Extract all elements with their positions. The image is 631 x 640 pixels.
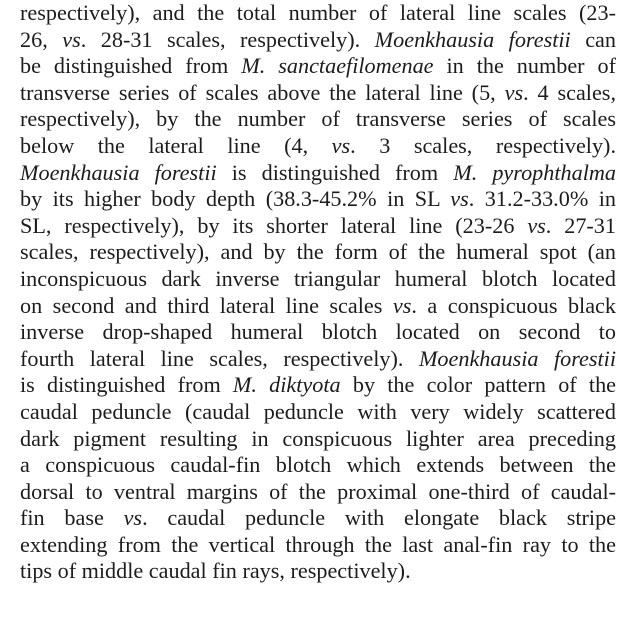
text-span: is distinguished from [20, 372, 233, 398]
italic-term: Moenkhausia forestii [20, 159, 217, 185]
italic-term: vs [62, 26, 81, 52]
text-span: extending from the vertical through the last anal-fin ray to the [20, 531, 616, 557]
text-line [20, 452, 616, 479]
text-line [20, 239, 616, 266]
text-line [20, 399, 616, 426]
text-span: . 3 scales, respectively). [350, 132, 616, 158]
italic-term: M. diktyota [232, 372, 341, 398]
text-span: . 31.2-33.0% in [468, 186, 616, 212]
italic-term: vs [123, 505, 143, 531]
text-line [20, 319, 616, 346]
text-line [20, 27, 616, 54]
text-span: by its higher body depth (38.3-45.2% in SL [20, 186, 451, 212]
text-span: is distinguished from [216, 159, 454, 185]
italic-term: M. pyrophthalma [453, 159, 617, 185]
text-line [20, 213, 616, 240]
text-span: respectively), by the number of transverse series of scales [20, 106, 616, 132]
text-span: dorsal to ventral margins of the proximal one-third of caudal- [20, 478, 616, 504]
text-line [20, 266, 616, 293]
text-span: . 4 scales, [523, 79, 616, 105]
text-span: 26, [20, 26, 63, 52]
text-span: tips of middle caudal fin rays, respectively). [20, 558, 411, 584]
text-line [20, 532, 616, 559]
document-page [20, 0, 616, 585]
text-span: transverse series of scales above the lateral line (5, [20, 79, 505, 105]
text-span: on second and third lateral line scales [20, 292, 393, 318]
italic-term: vs [392, 292, 412, 318]
text-line [20, 133, 616, 160]
text-span: in the number of [433, 53, 616, 79]
text-line [20, 186, 616, 213]
text-span: fourth lateral line scales, respectively). [20, 345, 419, 371]
text-span: fin base [20, 505, 124, 531]
text-line [20, 0, 616, 27]
text-line [20, 293, 616, 320]
text-span: SL, respectively), by its shorter lateral line (23-26 [20, 212, 528, 238]
text-span: caudal peduncle (caudal peduncle with very widely scattered [20, 398, 616, 424]
text-span: inconspicuous dark inverse triangular humeral blotch located [20, 265, 616, 291]
text-line [20, 558, 616, 585]
text-span: by the color pattern of the [340, 372, 617, 398]
text-line [20, 505, 616, 532]
italic-term: vs [504, 79, 524, 105]
text-span: be distinguished from [20, 53, 242, 79]
text-span: . 27-31 [545, 212, 616, 238]
italic-term: Moenkhausia forestii [418, 345, 616, 371]
text-span: . a conspicuous black [411, 292, 616, 318]
text-line [20, 53, 616, 80]
italic-term: vs [450, 186, 469, 212]
text-span: inverse drop-shaped humeral blotch located on second to [20, 319, 616, 345]
text-span: respectively), and the total number of lateral line scales (23- [20, 0, 616, 25]
text-span: a conspicuous caudal-fin blotch which extends between the [20, 452, 616, 478]
text-span: dark pigment resulting in conspicuous lighter area preceding [20, 425, 616, 451]
text-span: . caudal peduncle with elongate black stripe [142, 505, 617, 531]
text-line [20, 80, 616, 107]
text-span: below the lateral line (4, [20, 132, 332, 158]
text-span: can [570, 26, 616, 52]
text-line [20, 426, 616, 453]
italic-term: Moenkhausia forestii [374, 26, 571, 52]
text-span: . 28-31 scales, respectively). [80, 26, 375, 52]
body-paragraph [20, 0, 616, 585]
text-line [20, 479, 616, 506]
italic-term: vs [527, 212, 546, 238]
text-line [20, 160, 616, 187]
text-line [20, 372, 616, 399]
italic-term: M. sanctaefilomenae [241, 53, 434, 79]
text-line [20, 106, 616, 133]
text-line [20, 346, 616, 373]
text-span: scales, respectively), and by the form of the humeral spot (an [20, 239, 616, 265]
italic-term: vs [331, 132, 351, 158]
